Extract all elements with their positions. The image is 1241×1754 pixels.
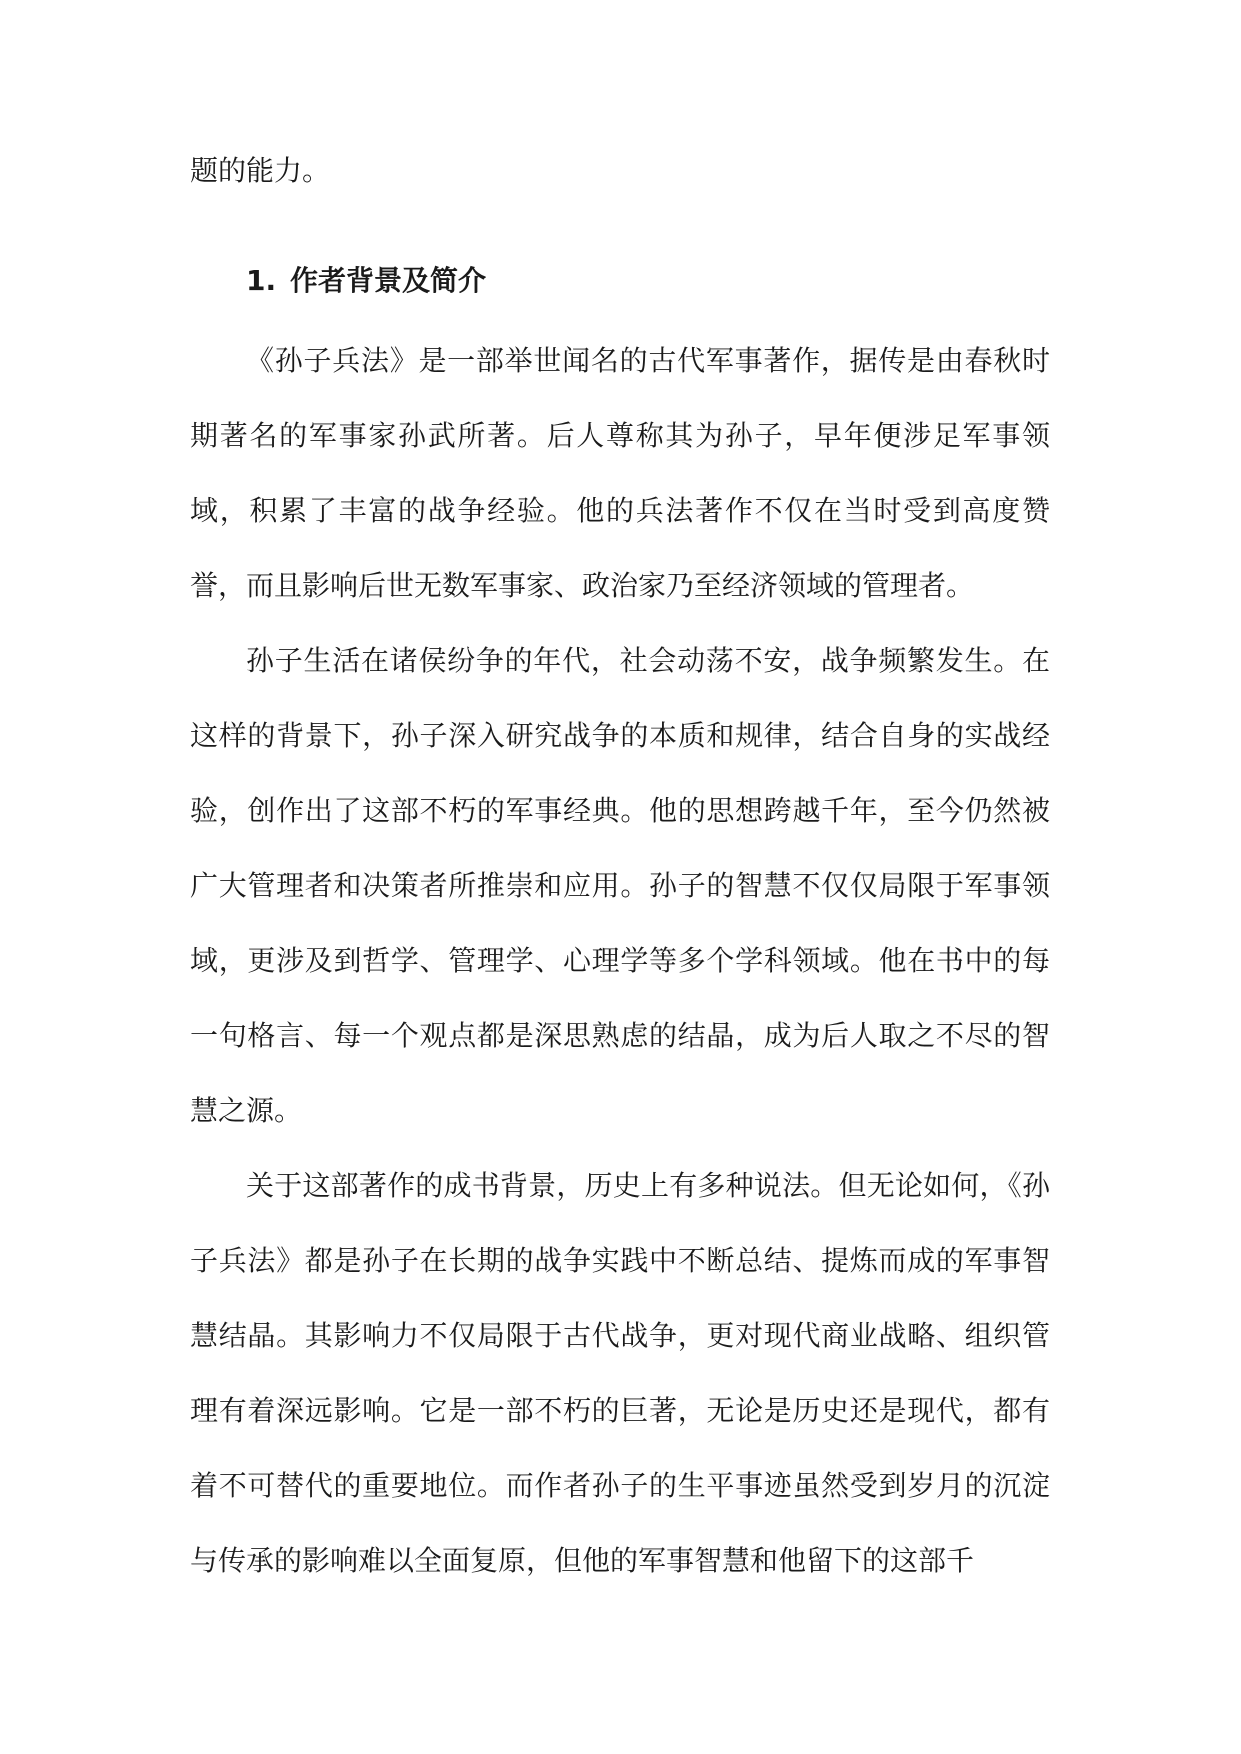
paragraph-introduction: 《孙子兵法》是一部举世闻名的古代军事著作，据传是由春秋时期著名的军事家孙武所著。后人尊称其为孙子，早年便涉足军事领域，积累了丰富的战争经验。他的兵法著作不仅在当时受到高度赞誉，而且影响后世无数军事家、政治家乃至经济领域的管理者。 [190, 344, 1050, 602]
section-title: 作者背景及简介 [290, 264, 487, 297]
section-number: 1. [246, 264, 277, 297]
paragraph-historical-context: 孙子生活在诸侯纷争的年代，社会动荡不安，战争频繁发生。在这样的背景下，孙子深入研究战争的本质和规律，结合自身的实战经验，创作出了这部不朽的军事经典。他的思想跨越千年，至今仍然被广大管理者和决策者所推崇和应用。孙子的智慧不仅仅局限于军事领域，更涉及到哲学、管理学、心理学等多个学科领域。他在书中的每一句格言、每一个观点都是深思熟虑的结晶，成为后人取之不尽的智慧之源。 [190, 644, 1050, 1127]
section-heading [190, 243, 1050, 318]
paragraph-writing-background: 关于这部著作的成书背景，历史上有多种说法。但无论如何，《孙子兵法》都是孙子在长期的战争实践中不断总结、提炼而成的军事智慧结晶。其影响力不仅局限于古代战争，更对现代商业战略、组织管理有着深远影响。它是一部不朽的巨著，无论是历史还是现代，都有着不可替代的重要地位。而作者孙子的生平事迹虽然受到岁月的沉淀与传承的影响难以全面复原，但他的军事智慧和他留下的这部千 [190, 1169, 1050, 1577]
document-body [190, 133, 1050, 1598]
continued-paragraph: 题的能力。 [190, 154, 331, 187]
